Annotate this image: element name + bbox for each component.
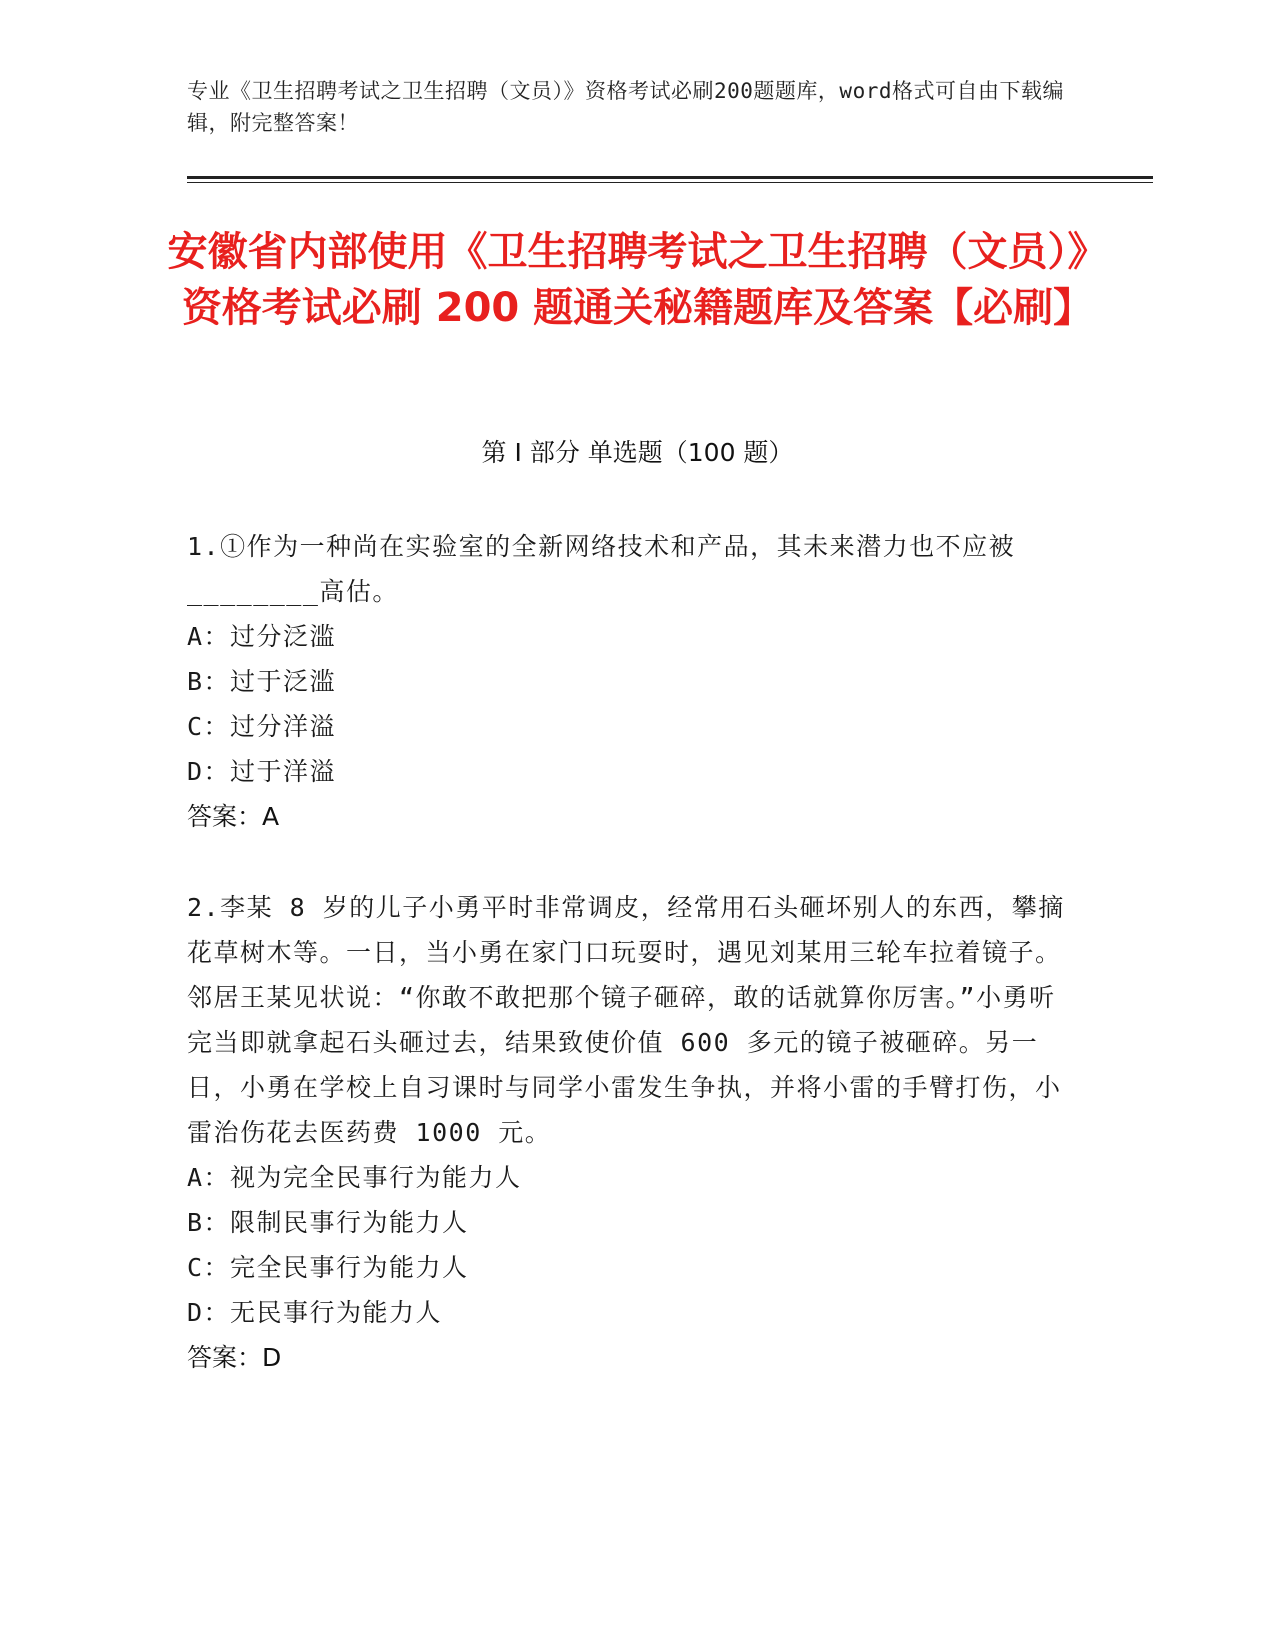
document-title: 安徽省内部使用《卫生招聘考试之卫生招聘（文员）》资格考试必刷 200 题通关秘籍题库及答案【必刷】 xyxy=(167,229,1108,331)
header-divider-thin xyxy=(187,182,1153,183)
option-c: C：过分洋溢 xyxy=(187,712,337,741)
section-heading: 第 I 部分 单选题（100 题） xyxy=(481,438,794,467)
answer-line: 答案：A xyxy=(187,802,280,831)
option-b: B：过于泛滥 xyxy=(187,667,337,696)
option-a: A：过分泛滥 xyxy=(187,622,337,651)
header-divider-thick xyxy=(187,176,1153,179)
option-b: B：限制民事行为能力人 xyxy=(187,1208,469,1237)
header-note: 专业《卫生招聘考试之卫生招聘（文员）》资格考试必刷200题题库，word格式可自由下载编辑，附完整答案！ xyxy=(187,79,1064,135)
question-1 xyxy=(187,524,1067,839)
question-2 xyxy=(187,885,1067,1380)
answer-line: 答案：D xyxy=(187,1343,282,1372)
option-d: D：过于洋溢 xyxy=(187,757,337,786)
option-d: D：无民事行为能力人 xyxy=(187,1298,443,1327)
question-stem: 1.①作为一种尚在实验室的全新网络技术和产品，其未来潜力也不应被________高估。 xyxy=(187,532,1016,606)
option-c: C：完全民事行为能力人 xyxy=(187,1253,469,1282)
option-a: A：视为完全民事行为能力人 xyxy=(187,1163,522,1192)
question-stem: 2.李某 8 岁的儿子小勇平时非常调皮，经常用石头砸坏别人的东西，攀摘花草树木等。一日，当小勇在家门口玩耍时，遇见刘某用三轮车拉着镜子。邻居王某见状说：“你敢不敢把那个镜子砸碎，敢的话就算你厉害。”小勇听完当即就拿起石头砸过去，结果致使价值 600 多元的镜子被砸碎。另一日，小勇在学校上自习课时与同学小雷发生争执，并将小雷的手臂打伤，小雷治伤花去医药费 1000 元。 xyxy=(187,893,1065,1147)
